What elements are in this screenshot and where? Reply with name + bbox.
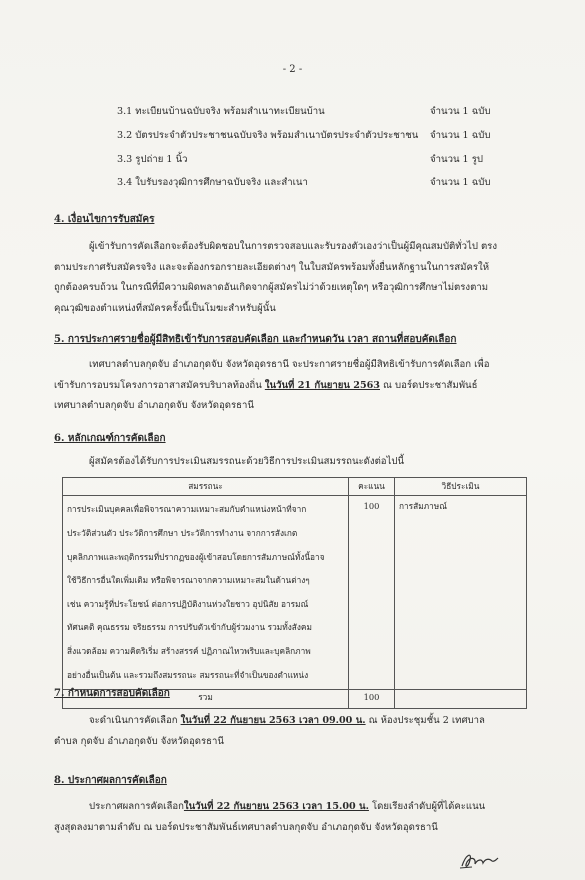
paragraph-line: คุณวุฒิของตำแหน่งที่สมัครครั้งนี้เป็นโมฆะสำหรับผู้นั้น xyxy=(54,302,276,314)
method-cell: การสัมภาษณ์ xyxy=(395,496,527,690)
document-item-label: 3.4 ใบรับรองวุฒิการศึกษาฉบับจริง และสำเนา xyxy=(117,177,308,188)
document-item-label: 3.1 ทะเบียนบ้านฉบับจริง พร้อมสำเนาทะเบียนบ้าน xyxy=(117,106,325,117)
column-header: สมรรถนะ xyxy=(63,478,349,496)
text-run: โดยเรียงลำดับผู้ที่ได้คะแนน xyxy=(368,801,486,812)
criteria-line: การประเมินบุคคลเพื่อพิจารณาความเหมาะสมกับตำแหน่งหน้าที่จาก xyxy=(67,504,307,515)
announcement-date: ในวันที่ 21 กันยายน 2563 xyxy=(264,379,380,391)
signature-initials xyxy=(458,848,500,872)
section-heading: 4. เงื่อนไขการรับสมัคร xyxy=(54,214,155,225)
text-run: ณ บอร์ดประชาสัมพันธ์ xyxy=(379,379,478,391)
column-header: คะแนน xyxy=(349,478,395,496)
section-heading: 8. ประกาศผลการคัดเลือก xyxy=(54,775,167,786)
text-run: เข้ารับการอบรมโครงการอาสาสมัครบริบาลท้องถิ่น xyxy=(54,379,265,391)
text-run: ณ ห้องประชุมชั้น 2 เทศบาล xyxy=(365,715,485,726)
section-intro: ผู้สมัครต้องได้รับการประเมินสมรรถนะด้วยวิธีการประเมินสมรรถนะดังต่อไปนี้ xyxy=(89,456,405,467)
paragraph-line xyxy=(54,801,534,822)
paragraph-line: ตามประกาศรับสมัครจริง และจะต้องกรอกรายละเอียดต่างๆ ในใบสมัครพร้อมทั้งยื่นหลักฐานในการสมัครให้ xyxy=(54,261,490,273)
criteria-line: ทัศนคติ คุณธรรม จริยธรรม การปรับตัวเข้ากับผู้ร่วมงาน รวมทั้งสังคม xyxy=(67,622,312,633)
total-label: รวม xyxy=(63,690,349,709)
column-header: วิธีประเมิน xyxy=(395,478,527,496)
section-paragraph xyxy=(54,241,534,323)
criteria-line: บุคลิกภาพและพฤติกรรมที่ปรากฏของผู้เข้าสอบโดยการสัมภาษณ์ทั้งนี้อาจ xyxy=(67,551,325,562)
document-item-label: 3.3 รูปถ่าย 1 นิ้ว xyxy=(117,154,188,165)
paragraph-line: เทศบาลตำบลกุดจับ อำเภอกุดจับ จังหวัดอุดรธานี xyxy=(54,400,254,411)
result-date: ในวันที่ 22 กันยายน 2563 เวลา 15.00 น. xyxy=(183,801,369,812)
page-number: - 2 - xyxy=(282,64,303,75)
paragraph-line: สูงสุดลงมาตามลำดับ ณ บอร์ดประชาสัมพันธ์เทศบาลตำบลกุดจับ อำเภอกุดจับ จังหวัดอุดรธานี xyxy=(54,821,438,833)
criteria-table xyxy=(62,477,527,709)
empty-cell xyxy=(395,690,527,709)
table-row xyxy=(63,496,527,690)
table-header-row xyxy=(63,478,527,496)
criteria-line: สิ่งแวดล้อม ความคิดริเริ่ม สร้างสรรค์ ปฏิภาณไหวพริบและบุคลิกภาพ xyxy=(67,646,311,656)
paragraph-line: ตำบล กุดจับ อำเภอกุดจับ จังหวัดอุดรธานี xyxy=(54,735,224,747)
score-cell: 100 xyxy=(349,496,395,690)
section-heading: 6. หลักเกณฑ์การคัดเลือก xyxy=(54,433,166,444)
document-item-qty: จำนวน 1 ฉบับ xyxy=(430,177,491,188)
criteria-line: ประวัติส่วนตัว ประวัติการศึกษา ประวัติการทำงาน จากการสังเกต xyxy=(67,528,298,539)
document-item-label: 3.2 บัตรประจำตัวประชาชนฉบับจริง พร้อมสำเนาบัตรประจำตัวประชาชน xyxy=(117,130,419,141)
document-item-qty: จำนวน 1 รูป xyxy=(430,154,483,165)
section-paragraph xyxy=(54,715,534,756)
paragraph-line: ถูกต้องครบถ้วน ในกรณีที่มีความผิดพลาดอันเกิดจากผู้สมัครไม่ว่าด้วยเหตุใดๆ หรือวุฒิการศึกษาไม่ตรงตาม xyxy=(54,282,489,293)
paragraph-line: เทศบาลตำบลกุดจับ อำเภอกุดจับ จังหวัดอุดรธานี จะประกาศรายชื่อผู้มีสิทธิเข้ารับการคัดเลือก เพื่อ xyxy=(89,359,490,370)
section-heading: 7. กำหนดการสอบคัดเลือก xyxy=(54,688,170,699)
document-item-qty: จำนวน 1 ฉบับ xyxy=(430,106,491,117)
section-paragraph xyxy=(54,801,534,842)
text-run: ประกาศผลการคัดเลือก xyxy=(89,801,184,812)
exam-date: ในวันที่ 22 กันยายน 2563 เวลา 09.00 น. xyxy=(180,715,366,726)
section-heading: 5. การประกาศรายชื่อผู้มีสิทธิเข้ารับการสอบคัดเลือก และกำหนดวัน เวลา สถานที่สอบคัดเลือก xyxy=(54,334,457,345)
criteria-line: อย่างอื่นเป็นต้น และรวมถึงสมรรถนะ สมรรถนะที่จำเป็นของตำแหน่ง xyxy=(67,669,309,680)
paragraph-line xyxy=(54,715,534,736)
paragraph-line: ผู้เข้ารับการคัดเลือกจะต้องรับผิดชอบในการตรวจสอบและรับรองตัวเองว่าเป็นผู้มีคุณสมบัติทั่วไป ตรง xyxy=(89,241,498,252)
paragraph-line xyxy=(54,380,534,401)
criteria-line: ใช้วิธีการอื่นใดเพิ่มเติม หรือพิจารณาจากความเหมาะสมในด้านต่างๆ xyxy=(67,575,310,586)
section-paragraph xyxy=(54,359,534,421)
criteria-line: เช่น ความรู้ที่ประโยชน์ ต่อการปฏิบัติงานห่วงใยชาว อุปนิสัย อารมณ์ xyxy=(67,598,309,609)
text-run: จะดำเนินการคัดเลือก xyxy=(89,715,181,726)
criteria-description xyxy=(63,496,349,690)
total-score: 100 xyxy=(349,690,395,709)
document-item-qty: จำนวน 1 ฉบับ xyxy=(430,130,491,141)
